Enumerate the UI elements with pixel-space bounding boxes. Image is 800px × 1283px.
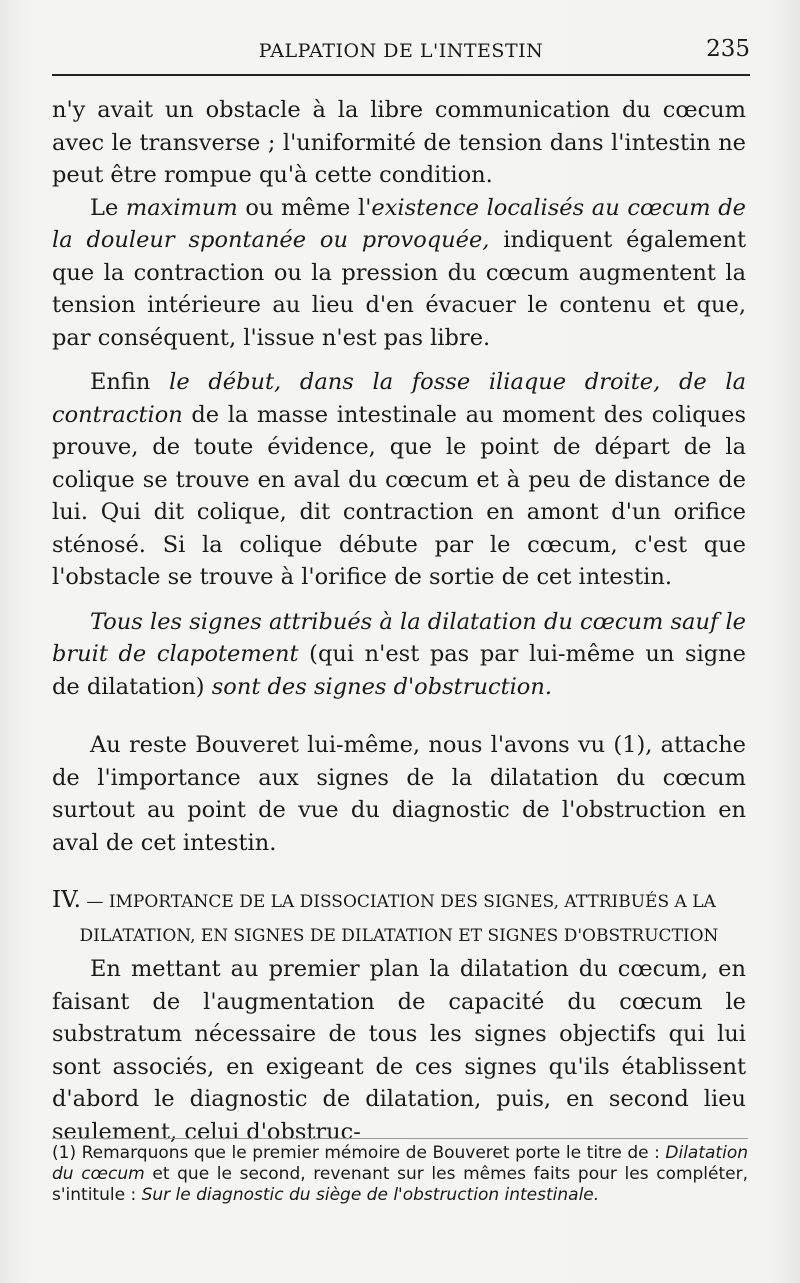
running-title: PALPATION DE L'INTESTIN [258,40,544,62]
paragraph-5: Au reste Bouveret lui-même, nous l'avons vu (1), attache de l'importance aux signes de la dilatation du cœcum surtout au point de vue du diagnostic de l'obstruction en aval de cet intestin. [52,732,746,856]
p2-italic: maximum [125,194,238,221]
p4-italic: sont des signes d'obstruction. [211,673,552,700]
section-heading [52,883,746,953]
page-number: 235 [706,36,750,62]
footnote [52,1138,748,1206]
page-body [52,94,746,1148]
paragraph-4 [52,606,746,704]
section-number: IV. [52,887,81,913]
p3-text: de la masse intestinale au moment des coliques prouve, de toute évidence, que le point de départ de la colique se trouve en aval du cœcum et à peu de distance de lui. Qui dit colique, dit contraction en amont d'un orifice sténosé. Si la colique débute par le cœcum, c'est que l'obstacle se trouve à l'orifice de sortie de cet intestin. [52,401,746,590]
p2-text: Le [90,194,126,221]
section-title-line-2: DILATATION, EN SIGNES DE DILATATION ET SIGNES D'OBSTRUCTION [79,926,719,946]
footnote-text: (1) Remarquons que le premier mémoire de Bouveret porte le titre de : [52,1143,666,1163]
running-header [52,34,750,76]
section-title-line-1: IMPORTANCE DE LA DISSOCIATION DES SIGNES, ATTRIBUÉS A LA [108,892,716,912]
p2-italic: existence localisés au cœcum de la douleur spontanée ou provoquée, [52,194,746,253]
p4-text: (qui n'est pas par lui-même un signe de dilatation) [52,641,746,700]
p4-italic: Tous les signes attribués à la dilatation du cœcum sauf le bruit de clapotement [52,608,746,667]
paragraph-2 [52,192,746,355]
paragraph-1: n'y avait un obstacle à la libre communication du cœcum avec le transverse ; l'uniformité de tension dans l'intestin ne peut être rompue qu'à cette condition. [52,97,746,188]
p2-text: ou même l' [237,194,372,221]
paragraph-6: En mettant au premier plan la dilatation du cœcum, en faisant de l'augmentation de capacité du cœcum le substratum nécessaire de tous les signes objectifs qui lui sont associés, en exigeant de ces signes qu'ils établissent d'abord le diagnostic de dilatation, puis, en second lieu seulement, celui d'obstruc- [52,956,746,1145]
footnote-italic: Dilatation du cœcum [52,1143,748,1184]
footnote-italic: Sur le diagnostic du siège de l'obstruction intestinale. [141,1185,600,1205]
p3-italic: le début, dans la fosse iliaque droite, de la contraction [52,369,747,428]
footnote-text: et que le second, revenant sur les mêmes faits pour les compléter, s'intitule : [52,1164,748,1205]
paragraph-3 [52,366,746,594]
p3-text: Enfin [90,369,170,395]
section-dash: — [81,892,109,912]
p2-text: indiquent également que la contraction ou la pression du cœcum augmentent la tension intérieure au lieu d'en évacuer le contenu et que, par conséquent, l'issue n'est pas libre. [52,227,746,351]
